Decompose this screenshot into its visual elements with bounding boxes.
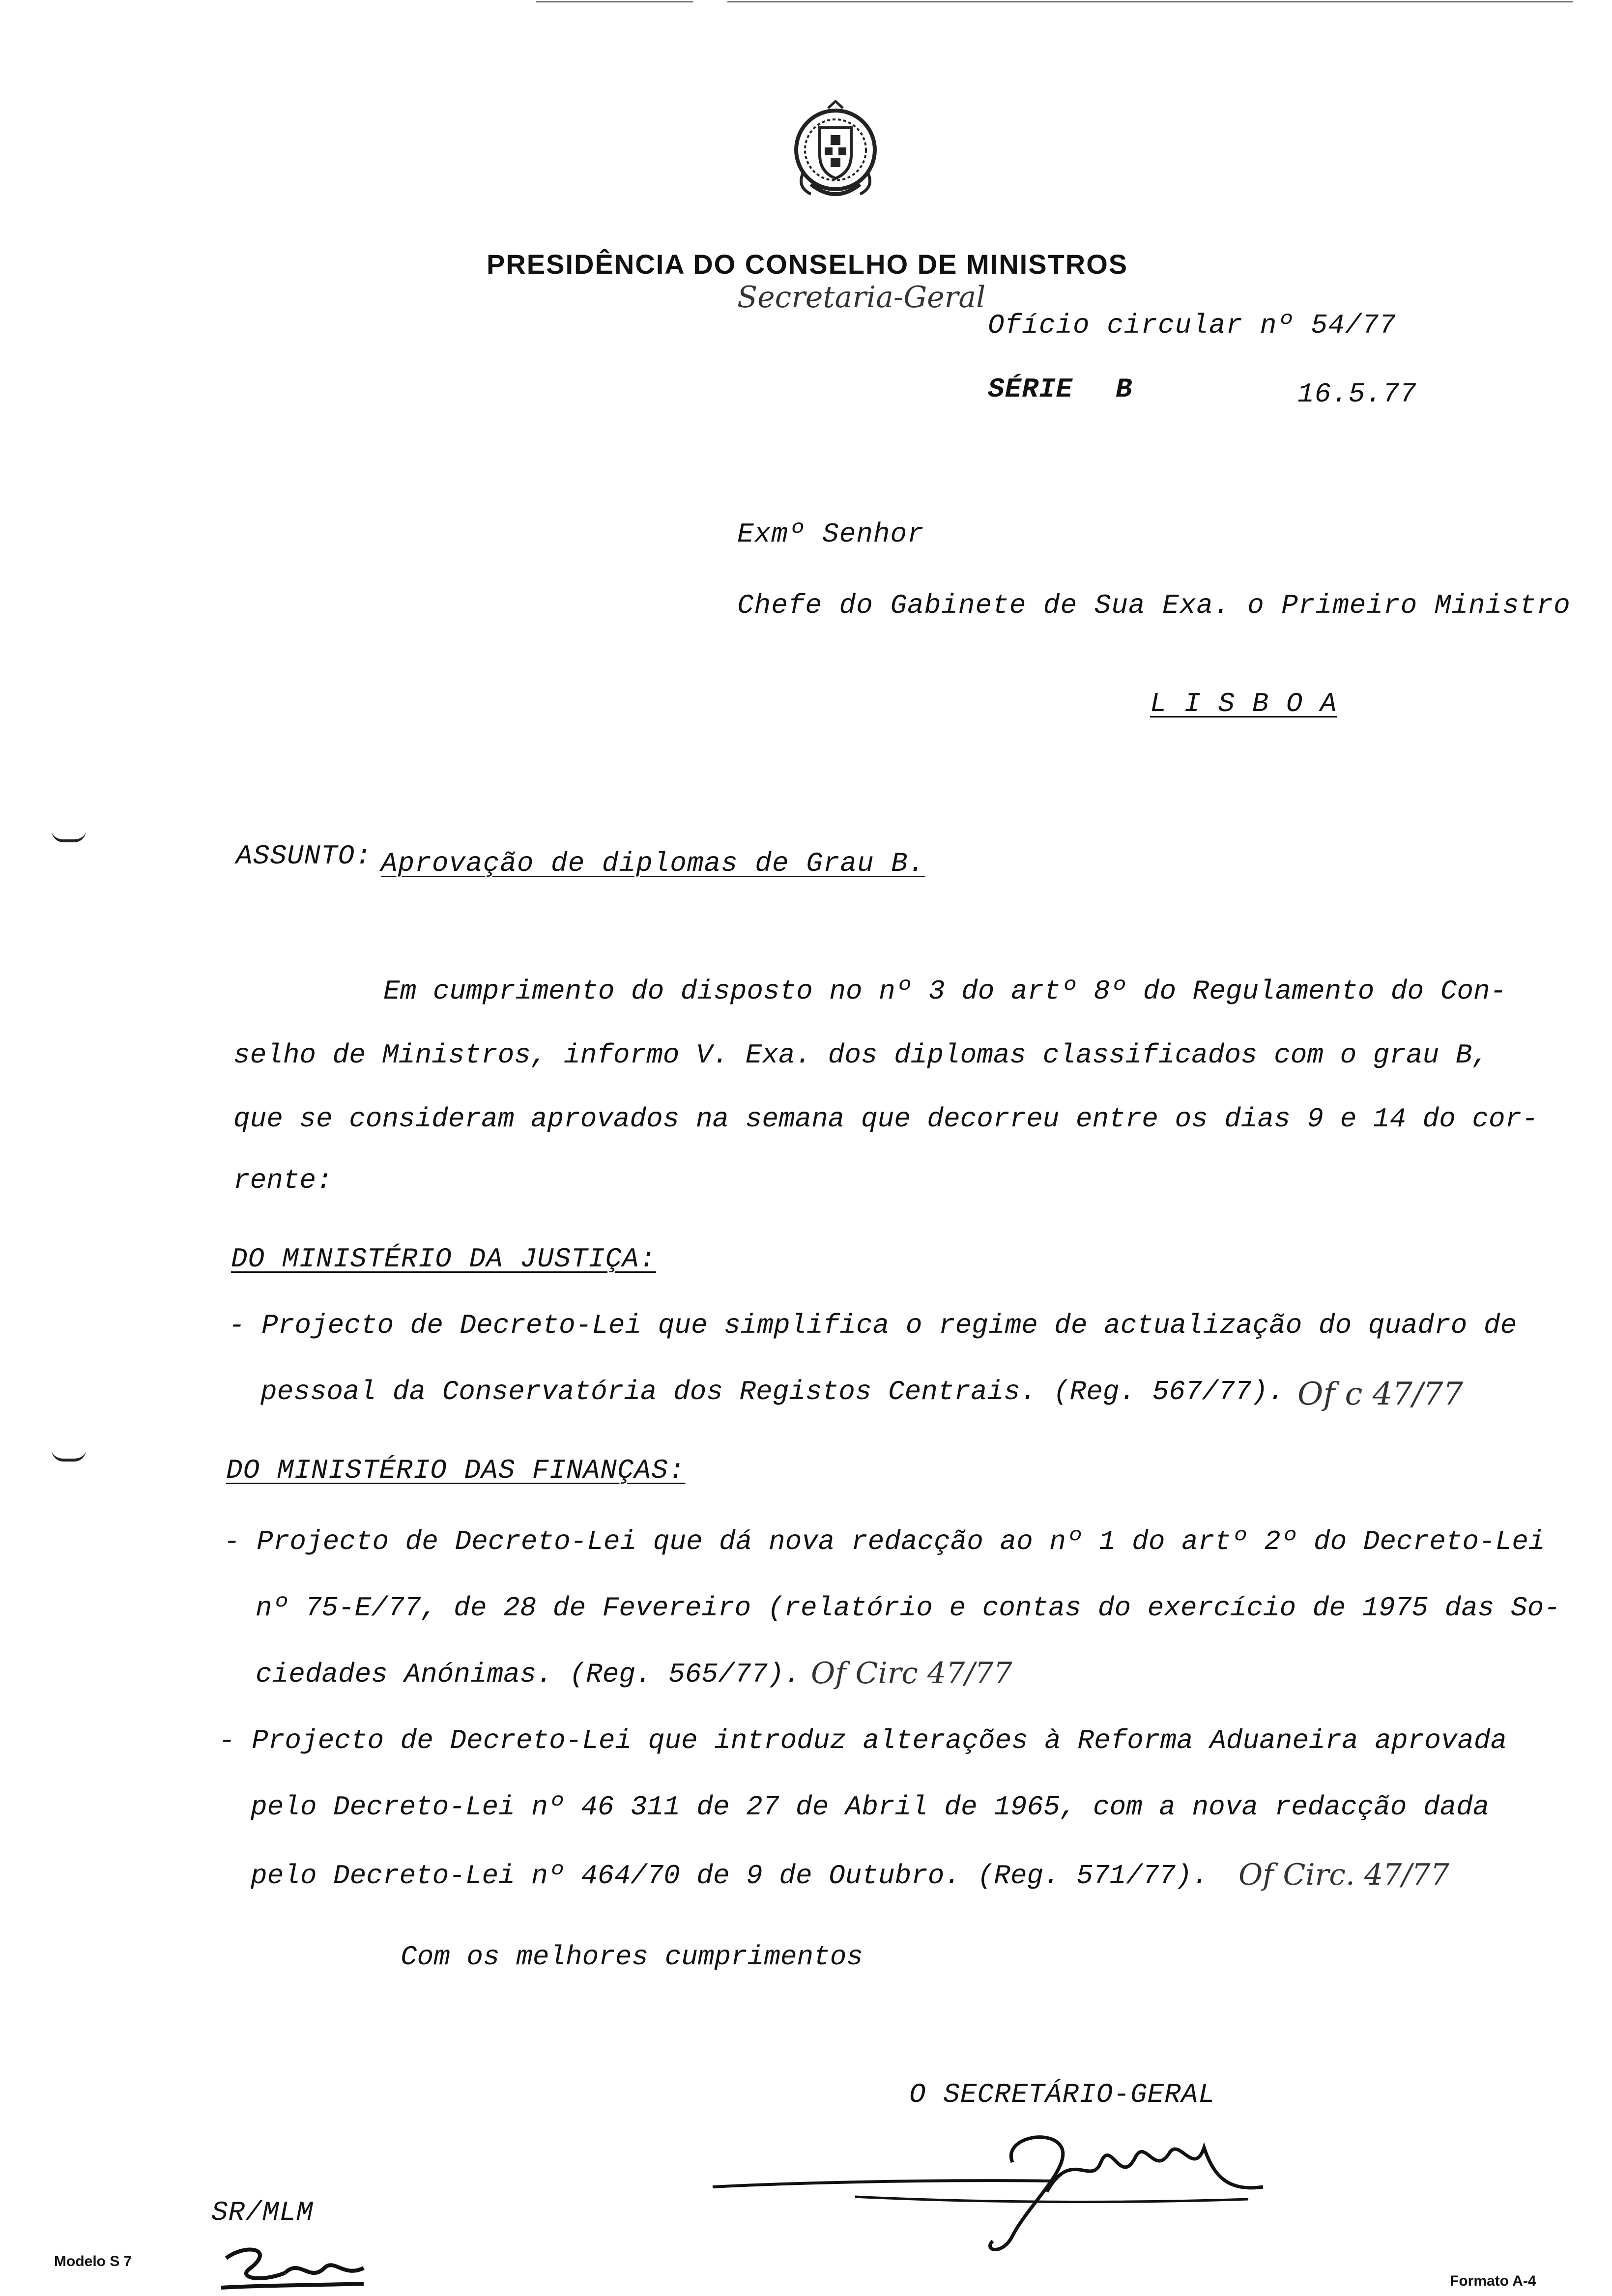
letterhead-department: Secretaria-Geral [737, 280, 986, 315]
margin-mark [52, 1450, 86, 1462]
item-line: pelo Decreto-Lei nº 46 311 de 27 de Abril de 1965, com a nova redacção dada [251, 1791, 1490, 1823]
handwritten-signature [708, 2118, 1268, 2261]
letter-date: 16.5.77 [1297, 378, 1417, 410]
recipient-city: L I S B O A [1150, 688, 1337, 719]
item-line: - Projecto de Decreto-Lei que simplifica o regime de actualização do quadro de [229, 1310, 1517, 1341]
serie-value: B [1116, 373, 1133, 405]
item-line: ciedades Anónimas. (Reg. 565/77). [256, 1659, 801, 1690]
footer-format: Formato A-4 [1450, 2273, 1536, 2289]
top-rule [536, 1, 693, 2]
section-heading-financas: DO MINISTÉRIO DAS FINANÇAS: [226, 1455, 686, 1486]
section-heading-justica: DO MINISTÉRIO DA JUSTIÇA: [231, 1243, 657, 1275]
closing-line: Com os melhores cumprimentos [401, 1941, 863, 1973]
item-line: - Projecto de Decreto-Lei que dá nova redacção ao nº 1 do artº 2º do Decreto-Lei [224, 1526, 1545, 1557]
body-intro-line: rente: [233, 1165, 333, 1196]
margin-mark [52, 831, 86, 842]
body-intro-line: que se consideram aprovados na semana que decorreu entre os dias 9 e 14 do cor- [233, 1103, 1538, 1135]
signature-title: O SECRETÁRIO-GERAL [909, 2079, 1215, 2110]
oficio-number: Ofício circular nº 54/77 [988, 310, 1396, 341]
letterhead-org: PRESIDÊNCIA DO CONSELHO DE MINISTROS [487, 249, 1128, 280]
salutation: Exmº Senhor [737, 518, 924, 550]
top-rule [727, 1, 1573, 2]
subject-text: Aprovação de diplomas de Grau B. [381, 848, 925, 879]
item-line: - Projecto de Decreto-Lei que introduz alterações à Reforma Aduaneira aprovada [219, 1725, 1507, 1756]
item-line: nº 75-E/77, de 28 de Fevereiro (relatório e contas do exercício de 1975 das So- [256, 1592, 1560, 1624]
body-intro-line: selho de Ministros, informo V. Exa. dos diplomas classificados com o grau B, [233, 1039, 1489, 1071]
handwritten-annotation: Of c 47/77 [1297, 1376, 1464, 1412]
footer-initials: SR/MLM [211, 2197, 314, 2228]
coat-of-arms-emblem [781, 98, 890, 216]
item-line: pessoal da Conservatória dos Registos Centrais. (Reg. 567/77). [260, 1376, 1285, 1407]
initials-scribble [216, 2239, 374, 2293]
item-line: pelo Decreto-Lei nº 464/70 de 9 de Outubro. (Reg. 571/77). [251, 1860, 1209, 1892]
serie-label: SÉRIE [988, 373, 1073, 405]
handwritten-annotation: Of Circ. 47/77 [1238, 1858, 1449, 1892]
subject-label: ASSUNTO: [236, 840, 372, 872]
footer-model: Modelo S 7 [54, 2253, 132, 2269]
handwritten-annotation: Of Circ 47/77 [811, 1656, 1012, 1691]
body-intro-line: Em cumprimento do disposto no nº 3 do artº 8º do Regulamento do Con- [383, 976, 1507, 1007]
recipient-title: Chefe do Gabinete de Sua Exa. o Primeiro Ministro [737, 590, 1571, 621]
